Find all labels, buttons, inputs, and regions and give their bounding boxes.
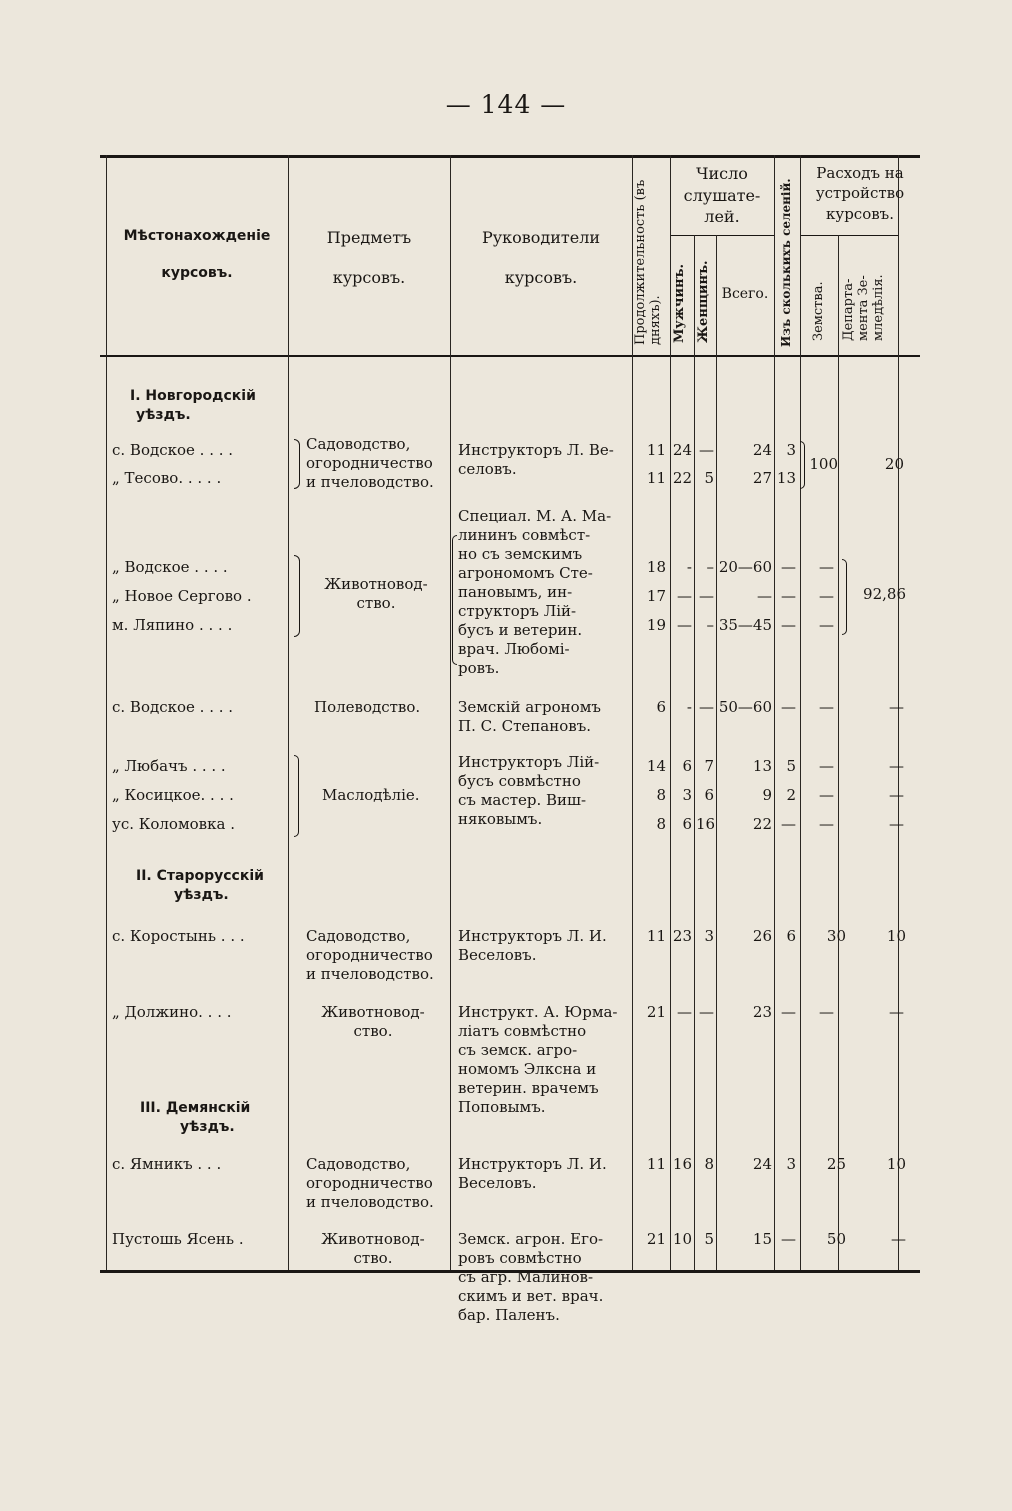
men-cell: 16 [672,1155,692,1173]
zemstvo-cell: 30 [826,927,846,945]
header-expenses: Расходъ на устройство курсовъ. [815,164,905,223]
brace [842,559,847,635]
col-line [800,155,801,1270]
duration-cell: 14 [646,757,666,775]
villages-cell: 13 [776,469,796,487]
duration-cell: 11 [646,927,666,945]
villages-cell: 3 [786,1155,796,1173]
leader-cell: Земскій агрономъ П. С. Степановъ. [458,698,601,735]
subject-cell: Садоводство, огородничество и пчеловодство. [306,435,434,491]
subject-cell: Полеводство. [314,698,421,716]
subject-cell: Животновод- ство. [324,575,428,612]
duration-cell: 6 [656,698,666,716]
men-cell: — [677,587,692,605]
women-cell: – [706,616,714,634]
zemstvo-cell: — [819,1003,834,1021]
department-cell: 92,86 [863,585,906,603]
col-line [288,155,289,1270]
duration-cell: 17 [646,587,666,605]
col-line [838,235,839,1270]
villages-cell: 5 [786,757,796,775]
zemstvo-cell: — [819,786,834,804]
top-rule [100,155,920,158]
department-cell: 10 [886,1155,906,1173]
men-cell: 6 [682,757,692,775]
total-cell: 23 [752,1003,772,1021]
col-line [106,155,107,1270]
department-cell: — [889,1003,904,1021]
men-cell: 3 [682,786,692,804]
department-cell: 20 [884,455,904,473]
department-cell: — [889,786,904,804]
header-leaders: Руководители курсовъ. [481,228,601,287]
zemstvo-cell: — [819,587,834,605]
header-duration: Продолжительность (въ дняхъ). [633,179,663,345]
total-cell: 27 [752,469,772,487]
subject-cell: Животновод- ство. [321,1003,425,1040]
total-cell: 20—60 [718,558,772,576]
zemstvo-cell: — [819,558,834,576]
duration-cell: 19 [646,616,666,634]
women-cell: 8 [704,1155,714,1173]
zemstvo-cell: — [819,757,834,775]
men-cell: — [677,616,692,634]
subject-cell: Животновод- ство. [321,1230,425,1267]
expenses-subrule [800,235,898,236]
leader-cell: Земск. агрон. Его- ровъ совмѣстно съ агр. Малинов- скимъ и вет. врач. бар. Паленъ. [458,1230,604,1324]
header-location: Мѣстонахожденіе курсовъ. [123,228,271,281]
zemstvo-cell: 25 [826,1155,846,1173]
leader-cell: Инструкторъ Л. И. Веселовъ. [458,1155,607,1192]
leader-cell: Инструкторъ Л. Ве- селовъ. [458,441,614,478]
col-line [774,155,775,1270]
brace [452,535,457,665]
department-cell: — [889,815,904,833]
total-cell: 24 [752,1155,772,1173]
duration-cell: 8 [656,815,666,833]
leader-cell: Специал. М. А. Ма- лининъ совмѣст- но съ земскимъ агрономомъ Сте- пановымъ, ин- структоръ Лій- бусъ и ветерин. врач. Любомі- ровъ. [458,507,612,677]
villages-cell: — [781,1003,796,1021]
women-cell: 5 [704,469,714,487]
brace [294,555,300,637]
section-title: II. Старорусскій уѣздъ. [136,868,264,903]
women-cell: — [699,1003,714,1021]
total-cell: 22 [752,815,772,833]
location-cell: ус. Коломовка . [112,815,235,833]
villages-cell: — [781,587,796,605]
section-title: III. Демянскій уѣздъ. [140,1100,251,1135]
men-cell: 24 [672,441,692,459]
men-cell: 23 [672,927,692,945]
col-line [450,155,451,1270]
location-cell: „ Тесово. . . . . [112,469,222,487]
villages-cell: — [781,1230,796,1248]
villages-cell: — [781,815,796,833]
men-cell: - [686,558,692,576]
villages-cell: 6 [786,927,796,945]
subject-cell: Маслодѣліе. [322,786,420,804]
total-cell: 13 [752,757,772,775]
villages-cell: — [781,616,796,634]
men-cell: - [686,698,692,716]
villages-cell: 2 [786,786,796,804]
duration-cell: 21 [646,1230,666,1248]
villages-cell: — [781,698,796,716]
total-cell: 15 [752,1230,772,1248]
duration-cell: 18 [646,558,666,576]
location-cell: „ Любачъ . . . . [112,757,226,775]
location-cell: с. Водское . . . . [112,698,234,716]
header-total: Всего. [721,286,769,302]
header-department: Департа- мента Зе- мледѣлія. [841,274,886,341]
men-cell: 6 [682,815,692,833]
women-cell: – [706,558,714,576]
location-cell: с. Коростынь . . . [112,927,245,945]
women-cell: 6 [704,786,714,804]
leader-cell: Инструкторъ Лій- бусъ совмѣстно съ мастер. Виш- няковымъ. [458,753,600,828]
zemstvo-cell: — [819,815,834,833]
listeners-subrule [670,235,774,236]
header-villages: Изъ сколькихъ селеній. [779,178,793,347]
col-line [716,235,717,1270]
header-rule [100,355,920,357]
location-cell: „ Новое Сергово . [112,587,252,605]
location-cell: „ Косицкое. . . . [112,786,234,804]
men-cell: — [677,1003,692,1021]
duration-cell: 21 [646,1003,666,1021]
villages-cell: 3 [786,441,796,459]
col-line [670,155,671,1270]
department-cell: 10 [886,927,906,945]
total-cell: 26 [752,927,772,945]
women-cell: — [699,587,714,605]
brace [294,439,300,489]
zemstvo-cell: 50 [826,1230,846,1248]
duration-cell: 11 [646,469,666,487]
women-cell: — [699,698,714,716]
header-subject: Предметъ курсовъ. [326,228,412,287]
women-cell: — [699,441,714,459]
department-cell: — [891,1230,906,1248]
total-cell: 35—45 [718,616,772,634]
leader-cell: Инструкт. А. Юрма- ліатъ совмѣстно съ земск. агро- номомъ Элксна и ветерин. врачемъ Поповымъ. [458,1003,618,1116]
women-cell: 5 [704,1230,714,1248]
col-line [694,235,695,1270]
duration-cell: 11 [646,1155,666,1173]
subject-cell: Садоводство, огородничество и пчеловодство. [306,1155,434,1211]
location-cell: Пустошь Ясень . [112,1230,244,1248]
department-cell: — [889,698,904,716]
zemstvo-cell: — [819,698,834,716]
page-number: — 144 — [445,90,567,119]
location-cell: „ Водское . . . . [112,558,228,576]
header-women: Женщинъ. [696,260,711,343]
header-zemstvo: Земства. [811,281,826,341]
zemstvo-cell: 100 [809,455,838,473]
leader-cell: Инструкторъ Л. И. Веселовъ. [458,927,607,964]
brace [800,441,805,489]
courses-table [100,155,920,1324]
total-cell: 9 [762,786,772,804]
men-cell: 22 [672,469,692,487]
subject-cell: Садоводство, огородничество и пчеловодство. [306,927,434,983]
department-cell: — [889,757,904,775]
section-title: I. Новгородскій уѣздъ. [130,388,256,423]
zemstvo-cell: — [819,616,834,634]
duration-cell: 8 [656,786,666,804]
brace [294,755,299,837]
total-cell: 24 [752,441,772,459]
duration-cell: 11 [646,441,666,459]
location-cell: м. Ляпино . . . . [112,616,233,634]
header-men: Мужчинъ. [672,263,687,343]
women-cell: 7 [704,757,714,775]
location-cell: с. Водское . . . . [112,441,234,459]
women-cell: 16 [696,815,716,833]
villages-cell: — [781,558,796,576]
location-cell: с. Ямникъ . . . [112,1155,222,1173]
total-cell: 50—60 [718,698,772,716]
location-cell: „ Должино. . . . [112,1003,232,1021]
header-listeners: Число слушате- лей. [683,164,761,227]
women-cell: 3 [704,927,714,945]
total-cell: — [757,587,772,605]
men-cell: 10 [672,1230,692,1248]
